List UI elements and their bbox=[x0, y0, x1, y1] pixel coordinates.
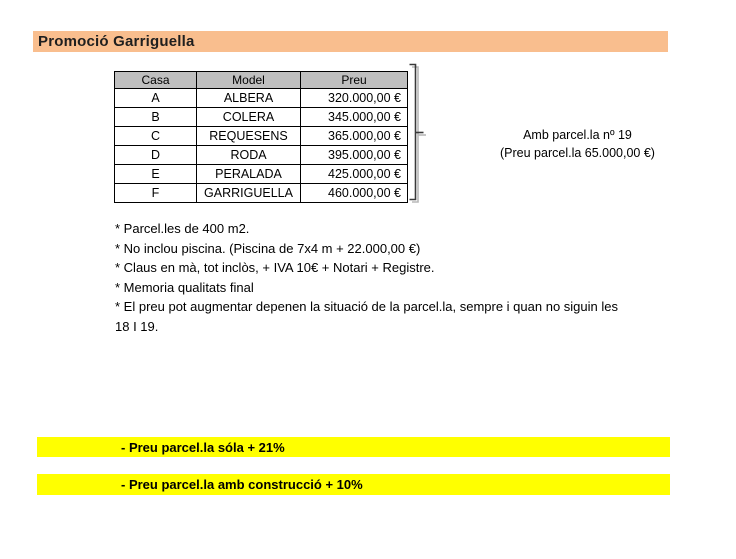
highlight-parcel-alone-text: - Preu parcel.la sóla + 21% bbox=[121, 439, 285, 455]
table-row bbox=[115, 127, 408, 146]
note-keys-included: * Claus en mà, tot inclòs, + IVA 10€ + Notari + Registre. bbox=[115, 260, 435, 275]
highlight-parcel-construction-text: - Preu parcel.la amb construcció + 10% bbox=[121, 477, 363, 492]
note-pool: * No inclou piscina. (Piscina de 7x4 m + 22.000,00 €) bbox=[115, 240, 421, 256]
cell-model: PERALADA bbox=[197, 165, 301, 184]
cell-casa: E bbox=[115, 165, 197, 184]
note-price-increase: * El preu pot augmentar depenen la situació de la parcel.la, sempre i quan no siguin les bbox=[115, 299, 618, 314]
notes-block bbox=[115, 219, 655, 336]
cell-model: REQUESENS bbox=[197, 127, 301, 146]
table-row bbox=[115, 89, 408, 108]
parcel-annotation bbox=[455, 126, 700, 162]
right-brace-icon bbox=[404, 58, 432, 208]
cell-casa: F bbox=[115, 184, 197, 203]
price-table bbox=[114, 71, 408, 203]
parcel-annotation-line2: (Preu parcel.la 65.000,00 €) bbox=[500, 146, 655, 160]
cell-preu: 395.000,00 € bbox=[301, 146, 408, 165]
table-row bbox=[115, 108, 408, 127]
highlight-parcel-alone bbox=[37, 437, 670, 457]
note-parcel-size: * Parcel.les de 400 m2. bbox=[115, 221, 250, 236]
table-header-row bbox=[115, 72, 408, 89]
note-price-increase-cont: 18 I 19. bbox=[115, 318, 159, 334]
cell-preu: 425.000,00 € bbox=[301, 165, 408, 184]
page-title bbox=[33, 31, 668, 52]
cell-model: GARRIGUELLA bbox=[197, 184, 301, 203]
cell-preu: 460.000,00 € bbox=[301, 184, 408, 203]
cell-casa: B bbox=[115, 108, 197, 127]
cell-casa: C bbox=[115, 127, 197, 146]
column-header-preu: Preu bbox=[301, 72, 408, 89]
page-title-text: Promoció Garriguella bbox=[38, 33, 195, 50]
parcel-annotation-line1: Amb parcel.la nº 19 bbox=[523, 128, 632, 142]
cell-casa: D bbox=[115, 146, 197, 165]
note-quality-memo: * Memoria qualitats final bbox=[115, 279, 254, 295]
cell-model: ALBERA bbox=[197, 89, 301, 108]
table-row bbox=[115, 165, 408, 184]
column-header-casa: Casa bbox=[115, 72, 197, 89]
cell-model: COLERA bbox=[197, 108, 301, 127]
highlight-parcel-construction bbox=[37, 474, 670, 495]
cell-preu: 365.000,00 € bbox=[301, 127, 408, 146]
cell-casa: A bbox=[115, 89, 197, 108]
cell-preu: 320.000,00 € bbox=[301, 89, 408, 108]
column-header-model: Model bbox=[197, 72, 301, 89]
cell-model: RODA bbox=[197, 146, 301, 165]
table-row bbox=[115, 184, 408, 203]
table-row bbox=[115, 146, 408, 165]
cell-preu: 345.000,00 € bbox=[301, 108, 408, 127]
